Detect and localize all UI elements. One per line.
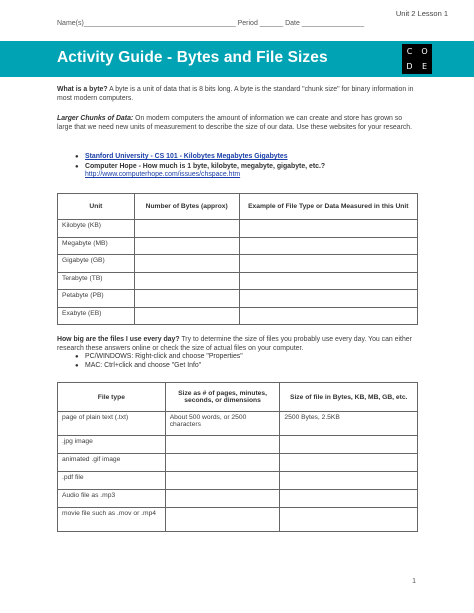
instruction-item <box>75 362 243 371</box>
size-cell[interactable] <box>165 436 280 454</box>
resource-list <box>75 153 325 180</box>
byte-definition <box>57 85 418 103</box>
lesson-label: Unit 2 Lesson 1 <box>395 9 448 18</box>
table-row <box>58 255 418 273</box>
table-row <box>58 412 418 436</box>
units-table <box>57 193 418 325</box>
bytes-cell[interactable] <box>280 490 418 508</box>
pc-instruction: PC/WINDOWS: Right-click and choose "Properties" <box>85 353 243 360</box>
size-cell[interactable] <box>165 508 280 532</box>
title-banner <box>0 41 474 77</box>
bullet-icon: ● <box>75 362 79 369</box>
file-type-cell: animated .gif image <box>58 454 166 472</box>
page-number: 1 <box>412 578 416 585</box>
size-cell[interactable] <box>165 490 280 508</box>
file-type-cell: .pdf file <box>58 472 166 490</box>
logo-letter: D <box>406 62 413 71</box>
table-row <box>58 490 418 508</box>
bullet-icon: ● <box>75 154 79 160</box>
units-header-unit: Unit <box>58 194 135 220</box>
example-cell[interactable] <box>239 255 417 273</box>
unit-cell: Kilobyte (KB) <box>58 220 135 238</box>
table-row <box>58 237 418 255</box>
table-row <box>58 436 418 454</box>
bytes-cell[interactable] <box>134 220 239 238</box>
unit-cell: Petabyte (PB) <box>58 290 135 308</box>
files-header-size: Size as # of pages, minutes, seconds, or dimensions <box>165 383 280 412</box>
logo-letter: O <box>421 47 428 56</box>
file-type-cell: movie file such as .mov or .mp4 <box>58 508 166 532</box>
name-period-date-line: Name(s)_______________________________________ Period ______ Date ________________ <box>57 20 365 27</box>
byte-question: What is a byte? <box>57 86 108 93</box>
larger-chunks-paragraph <box>57 114 418 132</box>
units-header-example: Example of File Type or Data Measured in this Unit <box>239 194 417 220</box>
logo-letter: C <box>406 47 413 56</box>
table-row <box>58 272 418 290</box>
files-paragraph <box>57 335 418 353</box>
file-type-cell: page of plain text (.txt) <box>58 412 166 436</box>
larger-chunks-label: Larger Chunks of Data: <box>57 115 134 122</box>
bytes-cell[interactable]: 2500 Bytes, 2.5KB <box>280 412 418 436</box>
file-type-cell: .jpg image <box>58 436 166 454</box>
example-cell[interactable] <box>239 290 417 308</box>
table-row <box>58 220 418 238</box>
computer-hope-link[interactable]: http://www.computerhope.com/issues/chspace.htm <box>85 171 241 178</box>
page-title: Activity Guide - Bytes and File Sizes <box>57 49 328 66</box>
resource-item <box>75 153 325 162</box>
bytes-cell[interactable] <box>280 472 418 490</box>
files-question: How big are the files I use every day? <box>57 336 180 343</box>
unit-cell: Terabyte (TB) <box>58 272 135 290</box>
bytes-cell[interactable] <box>134 307 239 325</box>
files-header-type: File type <box>58 383 166 412</box>
bytes-cell[interactable] <box>280 454 418 472</box>
unit-cell: Exabyte (EB) <box>58 307 135 325</box>
bytes-cell[interactable] <box>134 237 239 255</box>
bytes-cell[interactable] <box>134 272 239 290</box>
code-logo <box>402 44 432 74</box>
instruction-item <box>75 353 243 362</box>
bullet-icon: ● <box>75 354 79 360</box>
table-row <box>58 454 418 472</box>
mac-instruction: MAC: Ctrl+click and choose "Get Info" <box>85 361 202 369</box>
larger-chunks-text: On modern computers the amount of information we can create and store has grown so large that we need new units of measurement to describe the size of our data. Use these websites for your research. <box>57 115 413 131</box>
table-row <box>58 472 418 490</box>
logo-letter: E <box>421 62 428 71</box>
units-header-bytes: Number of Bytes (approx) <box>134 194 239 220</box>
size-cell[interactable] <box>165 472 280 490</box>
example-cell[interactable] <box>239 220 417 238</box>
files-text: Try to determine the size of files you probably use every day. You can either research these answers online or check the size of actual files on your computer. <box>57 336 412 352</box>
unit-cell: Gigabyte (GB) <box>58 255 135 273</box>
bytes-cell[interactable] <box>280 508 418 532</box>
stanford-link[interactable]: Stanford University - CS 101 - Kilobytes Megabytes Gigabytes <box>85 153 288 160</box>
table-row <box>58 508 418 532</box>
file-sizes-table <box>57 382 418 532</box>
size-cell[interactable] <box>165 454 280 472</box>
bytes-cell[interactable] <box>134 290 239 308</box>
files-header-bytes: Size of file in Bytes, KB, MB, GB, etc. <box>280 383 418 412</box>
size-cell[interactable]: About 500 words, or 2500 characters <box>165 412 280 436</box>
bullet-icon: ● <box>75 163 79 170</box>
bytes-cell[interactable] <box>280 436 418 454</box>
instruction-list <box>75 353 243 370</box>
computer-hope-title: Computer Hope - How much is 1 byte, kilobyte, megabyte, gigabyte, etc.? <box>85 162 326 170</box>
byte-answer: A byte is a unit of data that is 8 bits long. A byte is the standard "chunk size" for binary information in most modern computers. <box>57 86 414 102</box>
example-cell[interactable] <box>239 307 417 325</box>
bytes-cell[interactable] <box>134 255 239 273</box>
table-row <box>58 290 418 308</box>
example-cell[interactable] <box>239 272 417 290</box>
resource-item <box>75 163 325 180</box>
unit-cell: Megabyte (MB) <box>58 237 135 255</box>
example-cell[interactable] <box>239 237 417 255</box>
table-row <box>58 307 418 325</box>
file-type-cell: Audio file as .mp3 <box>58 490 166 508</box>
